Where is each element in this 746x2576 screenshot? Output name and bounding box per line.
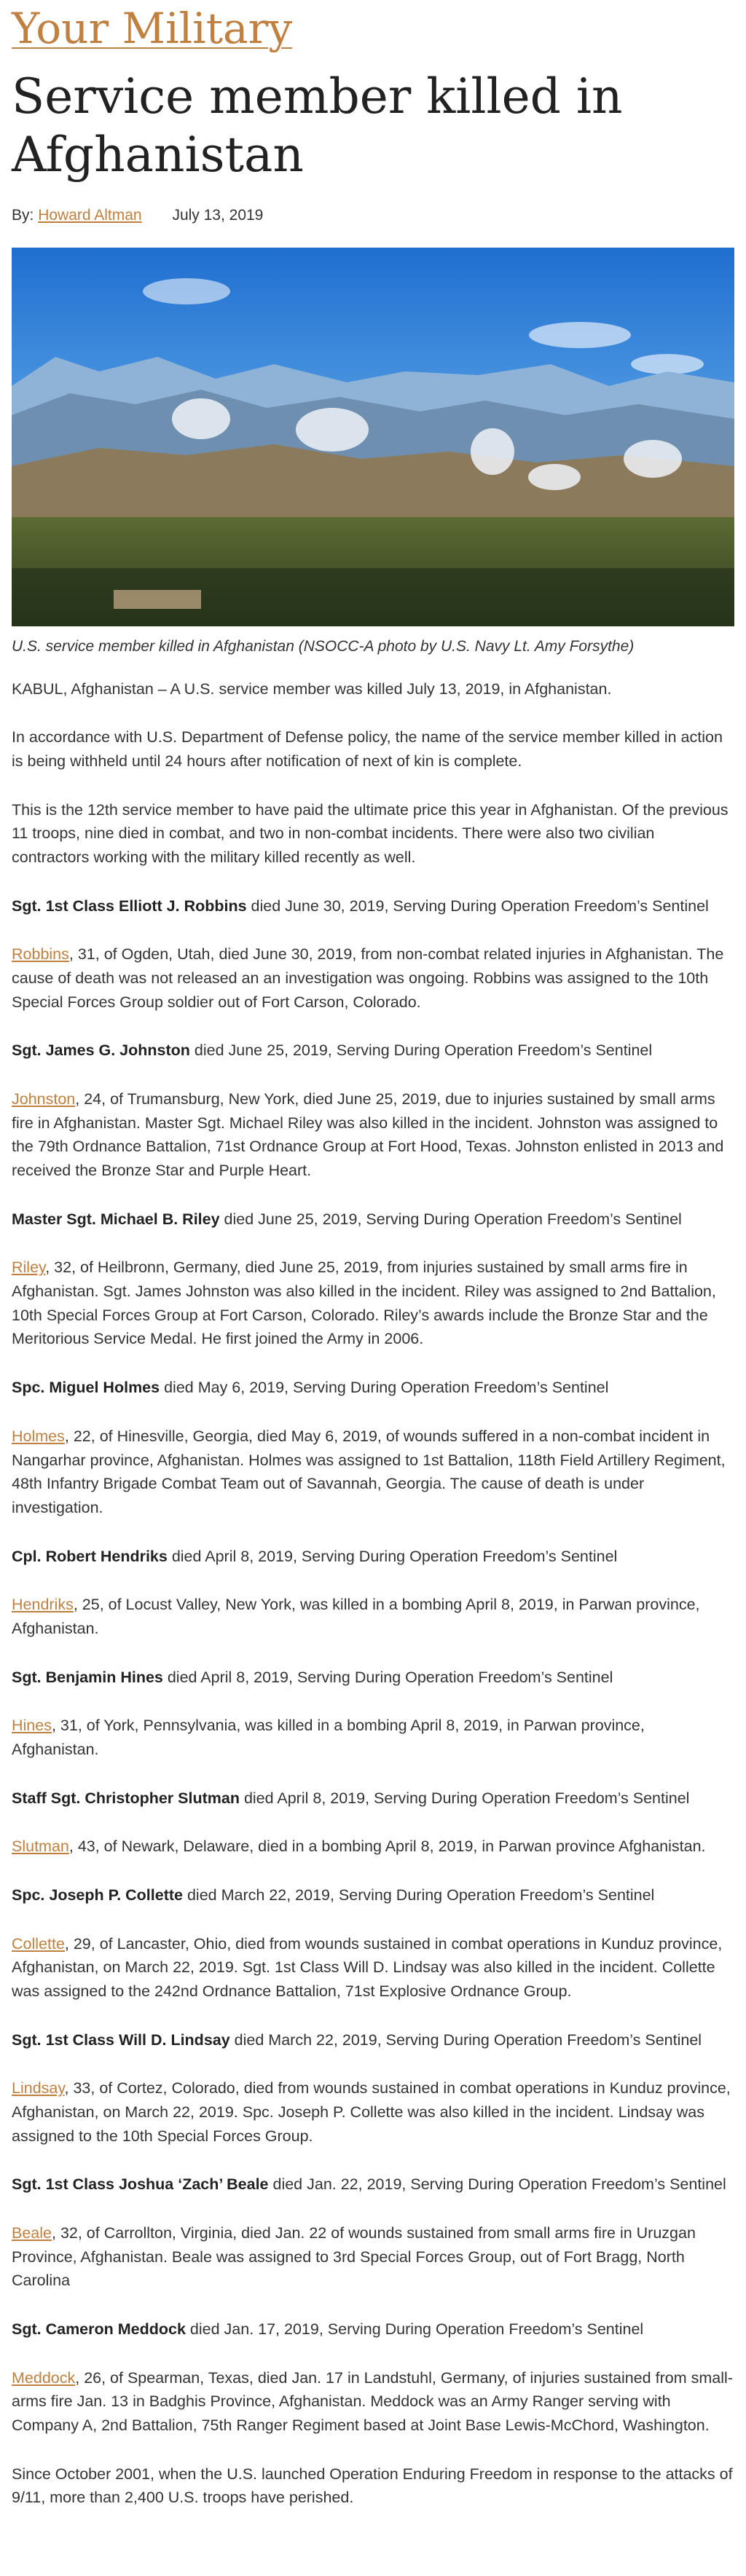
intro-paragraphs xyxy=(12,677,734,870)
fallen-headline xyxy=(12,1787,734,1811)
fallen-headline xyxy=(12,1883,734,1907)
byline xyxy=(12,207,734,224)
fallen-name: Sgt. Benjamin Hines xyxy=(12,1668,163,1686)
fallen-name: Sgt. 1st Class Elliott J. Robbins xyxy=(12,897,247,915)
fallen-name: Cpl. Robert Hendriks xyxy=(12,1547,168,1565)
fallen-description-text: , 29, of Lancaster, Ohio, died from wounds sustained in combat operations in Kunduz province, Afghanistan, on March 22, 2019. Sgt. 1st Class Will D. Lindsay was also killed in the incident. Collette was assigned to the 242nd Ordnance Battalion, 71st Explosive Ordnance Group. xyxy=(12,1934,723,2000)
image-caption: U.S. service member killed in Afghanistan (NSOCC-A photo by U.S. Navy Lt. Amy Forsythe) xyxy=(12,637,635,655)
publish-date: July 13, 2019 xyxy=(172,206,264,224)
fallen-description-text: , 43, of Newark, Delaware, died in a bombing April 8, 2019, in Parwan province Afghanistan. xyxy=(68,1838,706,1856)
fallen-name: Sgt. Cameron Meddock xyxy=(12,2320,186,2338)
fallen-name-link[interactable]: Hines xyxy=(12,1717,52,1735)
intro-paragraph: In accordance with U.S. Department of Defense policy, the name of the service member killed in action is being withheld until 24 hours after notification of next of kin is complete. xyxy=(12,728,723,771)
fallen-headline xyxy=(12,1208,734,1232)
fallen-name: Master Sgt. Michael B. Riley xyxy=(12,1210,220,1228)
intro-paragraph: KABUL, Afghanistan – A U.S. service member was killed July 13, 2019, in Afghanistan. xyxy=(12,680,612,698)
fallen-name-link[interactable]: Lindsay xyxy=(12,2079,65,2098)
fallen-headline-detail: died Jan. 22, 2019, Serving During Operation Freedom’s Sentinel xyxy=(268,2175,726,2194)
fallen-description xyxy=(12,1932,734,2004)
fallen-headline xyxy=(12,1545,734,1569)
fallen-name-link[interactable]: Robbins xyxy=(12,945,69,964)
fallen-description xyxy=(12,1714,734,1761)
fallen-name: Sgt. James G. Johnston xyxy=(12,1041,190,1060)
fallen-name-link[interactable]: Johnston xyxy=(12,1090,76,1108)
intro-paragraph: This is the 12th service member to have paid the ultimate price this year in Afghanistan. Of the previous 11 troops, nine died in combat, and two in non-combat incidents. There were also two civilian contractors working with the military killed recently as well. xyxy=(12,800,729,867)
fallen-description-text: , 26, of Spearman, Texas, died Jan. 17 in Landstuhl, Germany, of injuries sustained from small-arms fire Jan. 13 in Badghis Province, Afghanistan. Meddock was an Army Ranger serving with Company A, 2nd Battalion, 75th Ranger Regiment based at Joint Base Lewis-McChord, Washington. xyxy=(12,2368,733,2434)
fallen-name: Spc. Joseph P. Collette xyxy=(12,1886,183,1904)
fallen-name-link[interactable]: Hendriks xyxy=(12,1596,74,1614)
fallen-description xyxy=(12,2076,734,2148)
fallen-headline xyxy=(12,894,734,918)
fallen-name-link[interactable]: Holmes xyxy=(12,1427,65,1445)
fallen-description-text: , 24, of Trumansburg, New York, died June 25, 2019, due to injuries sustained by small arms fire in Afghanistan. Master Sgt. Michael Riley was also killed in the incident. Johnston was assigned to the 79th Ordnance Battalion, 71st Ordnance Group at Fort Hood, Texas. Johnston enlisted in 2013 and received the Bronze Star and Purple Heart. xyxy=(12,1090,724,1180)
fallen-description-text: , 31, of Ogden, Utah, died June 30, 2019, from non-combat related injuries in Afghanistan. The cause of death was not released an an investigation was ongoing. Robbins was assigned to the 10th Special Forces Group soldier out of Fort Carson, Colorado. xyxy=(12,945,724,1011)
fallen-name: Spc. Miguel Holmes xyxy=(12,1379,160,1397)
fallen-headline-detail: died June 30, 2019, Serving During Operation Freedom’s Sentinel xyxy=(246,897,709,915)
fallen-headline-detail: died April 8, 2019, Serving During Operation Freedom’s Sentinel xyxy=(239,1789,690,1807)
fallen-description-text: , 22, of Hinesville, Georgia, died May 6, 2019, of wounds suffered in a non-combat incident in Nangarhar province, Afghanistan. Holmes was assigned to 1st Battalion, 118th Field Artillery Regiment, 48th Infantry Brigade Combat Team out of Savannah, Georgia. The cause of death is under investigation. xyxy=(12,1427,726,1516)
author-link[interactable]: Howard Altman xyxy=(38,206,142,224)
fallen-headline-detail: died April 8, 2019, Serving During Operation Freedom’s Sentinel xyxy=(167,1547,618,1565)
fallen-description xyxy=(12,942,734,1014)
fallen-headline-detail: died Jan. 17, 2019, Serving During Operation Freedom’s Sentinel xyxy=(185,2320,644,2338)
section-link-your-military[interactable]: Your Military xyxy=(12,4,293,53)
fallen-headline-detail: died March 22, 2019, Serving During Operation Freedom’s Sentinel xyxy=(229,2031,702,2049)
fallen-description-text: , 31, of York, Pennsylvania, was killed in a bombing April 8, 2019, in Parwan province, Afghanistan. xyxy=(12,1717,645,1758)
closing-paragraph: Since October 2001, when the U.S. launched Operation Enduring Freedom in response to the attacks of 9/11, more than 2,400 U.S. troops have perished. xyxy=(12,2465,733,2507)
fallen-headline-detail: died June 25, 2019, Serving During Operation Freedom’s Sentinel xyxy=(219,1210,682,1228)
fallen-name-link[interactable]: Slutman xyxy=(12,1838,69,1856)
fallen-description xyxy=(12,2221,734,2293)
fallen-description-text: , 33, of Cortez, Colorado, died from wounds sustained in combat operations in Kunduz province, Afghanistan, on March 22, 2019. Spc. Joseph P. Collette was also killed in the incident. Lindsay was assigned to the 10th Special Forces Group. xyxy=(12,2079,731,2145)
fallen-name: Staff Sgt. Christopher Slutman xyxy=(12,1789,240,1807)
fallen-description-text: , 32, of Heilbronn, Germany, died June 25, 2019, from injuries sustained by small arms fire in Afghanistan. Sgt. James Johnston was also killed in the incident. Riley was assigned to 2nd Battalion, 10th Special Forces Group at Fort Carson, Colorado. Riley’s awards include the Bronze Star and the Meritorious Service Medal. He first joined the Army in 2006. xyxy=(12,1259,716,1348)
fallen-headline-detail: died April 8, 2019, Serving During Operation Freedom’s Sentinel xyxy=(162,1668,613,1686)
fallen-description xyxy=(12,1593,734,1640)
fallen-description xyxy=(12,2366,734,2438)
fallen-description xyxy=(12,1425,734,1520)
fallen-name-link[interactable]: Meddock xyxy=(12,2368,76,2387)
fallen-headline xyxy=(12,2173,734,2197)
fallen-headline xyxy=(12,1666,734,1690)
fallen-headline xyxy=(12,1376,734,1400)
fallen-description xyxy=(12,1087,734,1183)
hero-image xyxy=(12,248,734,626)
fallen-headline-detail: died March 22, 2019, Serving During Operation Freedom’s Sentinel xyxy=(182,1886,655,1904)
fallen-headline xyxy=(12,1039,734,1063)
fallen-description xyxy=(12,1835,734,1859)
fallen-headline-detail: died May 6, 2019, Serving During Operation Freedom’s Sentinel xyxy=(160,1379,609,1397)
fallen-name: Sgt. 1st Class Will D. Lindsay xyxy=(12,2031,230,2049)
fallen-name-link[interactable]: Riley xyxy=(12,1259,46,1277)
fallen-description xyxy=(12,1256,734,1351)
fallen-name: Sgt. 1st Class Joshua ‘Zach’ Beale xyxy=(12,2175,269,2194)
fallen-list xyxy=(12,894,734,2438)
fallen-headline-detail: died June 25, 2019, Serving During Operation Freedom’s Sentinel xyxy=(189,1041,653,1060)
fallen-name-link[interactable]: Collette xyxy=(12,1934,65,1953)
fallen-name-link[interactable]: Beale xyxy=(12,2224,52,2242)
fallen-description-text: , 25, of Locust Valley, New York, was killed in a bombing April 8, 2019, in Parwan province, Afghanistan. xyxy=(12,1596,700,1637)
fallen-description-text: , 32, of Carrollton, Virginia, died Jan. 22 of wounds sustained from small arms fire in Uruzgan Province, Afghanistan. Beale was assigned to 3rd Special Forces Group, out of Fort Bragg, North Carolina xyxy=(12,2224,696,2290)
article-title: Service member killed in Afghanistan xyxy=(12,68,623,184)
fallen-headline xyxy=(12,2028,734,2052)
fallen-headline xyxy=(12,2317,734,2341)
byline-prefix: By: xyxy=(12,206,34,224)
